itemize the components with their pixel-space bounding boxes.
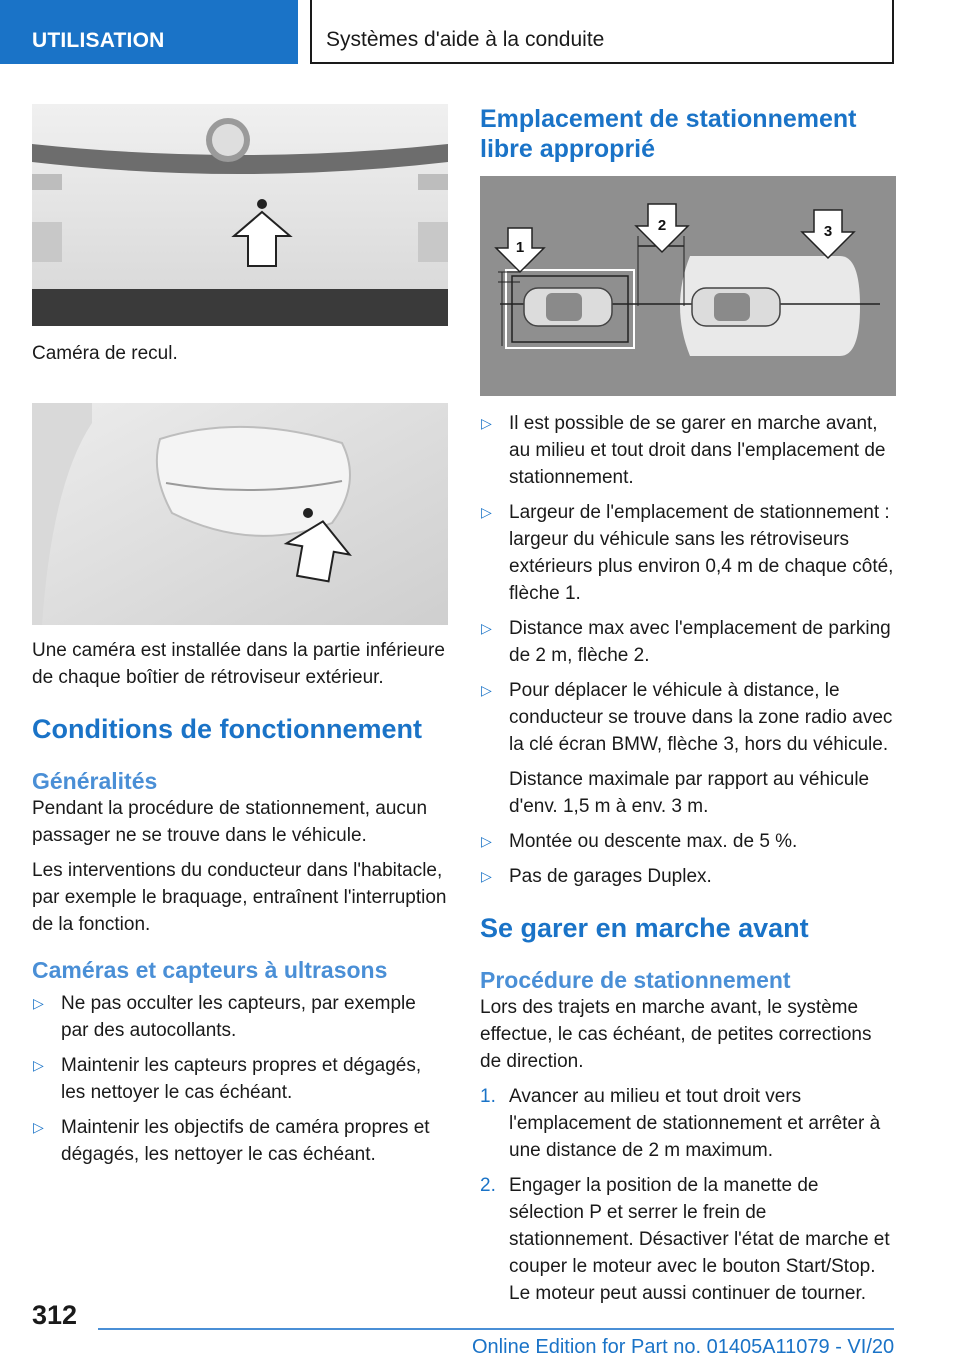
caption-rear-camera: Caméra de recul. <box>32 343 178 364</box>
diagram-label-3: 3 <box>823 223 833 240</box>
list-item: ▷ Largeur de l'emplacement de stationnement : largeur du véhicule sans les rétroviseurs extérieurs plus environ 0,4 m de chaque côté, flèche 1. <box>480 499 896 607</box>
heading-conditions: Conditions de fonctionnement <box>32 714 422 744</box>
list-item: 1. Avancer au milieu et tout droit vers l'emplacement de stationnement et arrêter à une distance de 2 m maximum. <box>480 1083 896 1164</box>
heading-cameras: Caméras et capteurs à ultrasons <box>32 957 388 983</box>
right-column <box>480 104 896 1315</box>
rear-camera-image <box>32 104 448 326</box>
caption-mirror-camera: Une caméra est installée dans la partie inférieure de chaque boîtier de rétroviseur extérieur. <box>32 640 445 688</box>
list-item: ▷ Pas de garages Duplex. <box>480 863 896 890</box>
steps-list <box>480 1083 896 1307</box>
list-item: ▷ Maintenir les capteurs propres et dégagés, les nettoyer le cas échéant. <box>32 1052 448 1106</box>
triangle-bullet-icon: ▷ <box>481 868 492 884</box>
paragraph-procedure: Lors des trajets en marche avant, le système effectue, le cas échéant, de petites corrections de direction. <box>480 997 872 1072</box>
list-item: ▷ Distance max avec l'emplacement de parking de 2 m, flèche 2. <box>480 615 896 669</box>
chapter-title: Systèmes d'aide à la conduite <box>326 28 605 51</box>
heading-emplacement: Emplacement de stationnement libre approprié <box>480 105 857 163</box>
step-number: 2. <box>480 1175 496 1196</box>
triangle-bullet-icon: ▷ <box>481 620 492 636</box>
requirements-bullet-list-2 <box>480 828 896 890</box>
list-item: ▷ Ne pas occulter les capteurs, par exemple par des autocollants. <box>32 990 448 1044</box>
left-column <box>32 104 448 1176</box>
page-number: 312 <box>32 1300 78 1330</box>
section-title: UTILISATION <box>32 29 165 52</box>
footer-divider <box>98 1328 894 1330</box>
list-item: ▷ Montée ou descente max. de 5 %. <box>480 828 896 855</box>
heading-procedure: Procédure de stationnement <box>480 967 791 993</box>
footer-edition: Online Edition for Part no. 01405A11079 - VI/20 <box>472 1336 895 1358</box>
diagram-label-2: 2 <box>657 217 667 234</box>
step-number: 1. <box>480 1086 496 1107</box>
sensor-bullet-list <box>32 990 448 1168</box>
triangle-bullet-icon: ▷ <box>481 833 492 849</box>
heading-garer: Se garer en marche avant <box>480 913 809 943</box>
triangle-bullet-icon: ▷ <box>481 682 492 698</box>
parking-space-diagram <box>480 176 896 396</box>
triangle-bullet-icon: ▷ <box>33 1057 44 1073</box>
distance-note: Distance maximale par rapport au véhicule d'env. 1,5 m à env. 3 m. <box>509 769 870 817</box>
diagram-label-1: 1 <box>515 239 525 256</box>
section-tab <box>0 0 298 64</box>
triangle-bullet-icon: ▷ <box>481 415 492 431</box>
triangle-bullet-icon: ▷ <box>33 995 44 1011</box>
heading-generalites: Généralités <box>32 768 158 794</box>
list-item: ▷ Maintenir les objectifs de caméra propres et dégagés, les nettoyer le cas échéant. <box>32 1114 448 1168</box>
mirror-camera-image <box>32 403 448 625</box>
paragraph-interventions: Les interventions du conducteur dans l'habitacle, par exemple le braquage, entraînent l'interruption de la fonction. <box>32 860 447 935</box>
chapter-tab <box>310 0 894 64</box>
requirements-bullet-list <box>480 410 896 758</box>
list-item: ▷ Il est possible de se garer en marche avant, au milieu et tout droit dans l'emplacement de stationnement. <box>480 410 896 491</box>
triangle-bullet-icon: ▷ <box>33 1119 44 1135</box>
paragraph-passenger: Pendant la procédure de stationnement, aucun passager ne se trouve dans le véhicule. <box>32 798 428 846</box>
list-item: ▷ Pour déplacer le véhicule à distance, le conducteur se trouve dans la zone radio avec la clé écran BMW, flèche 3, hors du véhicule. <box>480 677 896 758</box>
list-item: 2. Engager la position de la manette de sélection P et serrer le frein de stationnement. Désactiver l'état de marche et couper le moteur avec le bouton Start/Stop. Le moteur peut aussi continuer de tourner. <box>480 1172 896 1307</box>
triangle-bullet-icon: ▷ <box>481 504 492 520</box>
